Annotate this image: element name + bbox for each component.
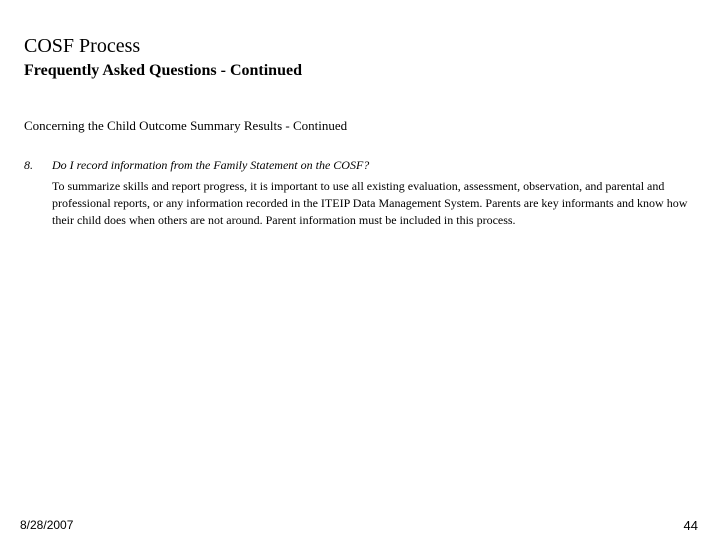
footer-date: 8/28/2007 — [20, 518, 74, 532]
question-text: Do I record information from the Family Statement on the COSF? — [52, 158, 370, 172]
question-number: 8. — [24, 158, 33, 172]
answer-text: To summarize skills and report progress, it is important to use all existing evaluation, assessment, observation, and parental and professional reports, or any information recorded in the ITEIP Data Management System. Parents are key informants and know how their child does when others are not around. Parent information must be included in this process. — [52, 179, 688, 227]
section-heading: Concerning the Child Outcome Summary Results - Continued — [24, 118, 348, 133]
page-number: 44 — [683, 518, 698, 533]
page-subtitle: Frequently Asked Questions - Continued — [24, 62, 302, 79]
page-title: COSF Process — [24, 35, 141, 57]
